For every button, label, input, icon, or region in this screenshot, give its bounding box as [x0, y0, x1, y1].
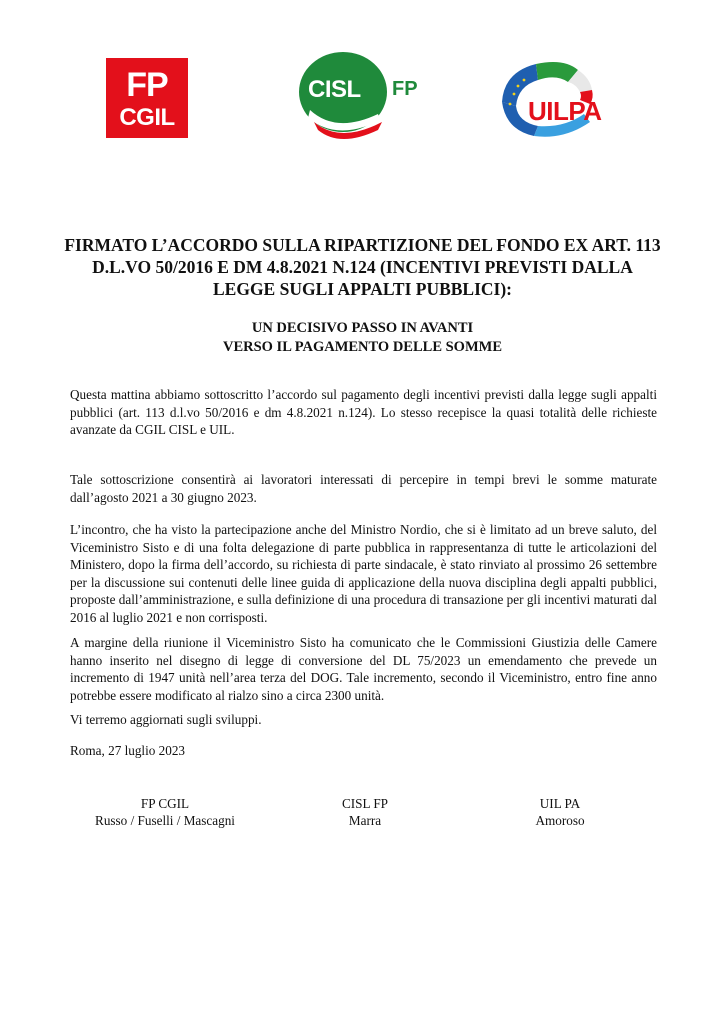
paragraph-4: A margine della riunione il Viceministro Sisto ha comunicato che le Commissioni Giustizia delle Camere hanno inserito nel disegno di legge di conversione del DL 75/2023 un emendamento che prevede un incremento di 1947 unità nell’area terza del DOG. Tale incremento, secondo il Viceministro, entro fine anno potrebbe essere modificato al rialzo sino a circa 2300 unità.: [70, 635, 657, 703]
fp-cgil-logo-line1: FP: [126, 66, 168, 104]
paragraph-3: L’incontro, che ha visto la partecipazione anche del Ministro Nordio, che si è limitato ad un breve saluto, del Viceministro Sisto e di una folta delegazione di parte pubblica in rappresentanza di tutte le articolazioni del Ministero, dopo la firma dell’accordo, su richiesta di parte sindacale, è stato rinviato al prossimo 26 settembre per la discussione sui contenuti delle linee guida di applicazione della nuova disciplina degli appalti pubblici, proposte dall’amministrazione, e sulla definizione di una procedura di transazione per gli incentivi maturati dal 2016 al luglio 2021 e non corrisposti.: [70, 522, 657, 625]
signature-org: FP CGIL: [140, 796, 190, 811]
signature-fp-cgil: [70, 795, 260, 829]
subtitle-line-1: UN DECISIVO PASSO IN AVANTI: [251, 320, 474, 336]
cisl-fp-logo: [296, 48, 436, 140]
cisl-fp-logo-suffix: FP: [392, 78, 418, 100]
signature-names: Amoroso: [535, 813, 585, 828]
paragraph-2: Tale sottoscrizione consentirà ai lavoratori interessati di percepire in tempi brevi le somme maturate dall’agosto 2021 a 30 giugno 2023.: [70, 472, 657, 505]
cisl-fp-logo-main: CISL: [308, 76, 361, 103]
fp-cgil-logo: [106, 58, 188, 138]
paragraph-1: Questa mattina abbiamo sottoscritto l’accordo sul pagamento degli incentivi previsti dalla legge sugli appalti pubblici (art. 113 d.l.vo 50/2016 e dm 4.8.2021 n.124). Lo stesso recepisce la quasi totalità delle richieste avanzate da CGIL CISL e UIL.: [70, 387, 657, 438]
document-title: FIRMATO L’ACCORDO SULLA RIPARTIZIONE DEL FONDO EX ART. 113 D.L.VO 50/2016 E DM 4.8.2021 N.124 (INCENTIVI PREVISTI DALLA LEGGE SUGLI APPALTI PUBBLICI):: [64, 235, 661, 299]
uilpa-logo: [494, 52, 624, 142]
signature-names: Russo / Fuselli / Mascagni: [95, 813, 235, 828]
signature-uil-pa: [480, 795, 640, 829]
signature-org: UIL PA: [539, 796, 581, 811]
signature-names: Marra: [348, 813, 382, 828]
document-date: Roma, 27 luglio 2023: [70, 743, 186, 758]
signature-org: CISL FP: [341, 796, 389, 811]
fp-cgil-logo-line2: CGIL: [119, 104, 175, 131]
signature-cisl-fp: [290, 795, 440, 829]
subtitle-line-2: VERSO IL PAGAMENTO DELLE SOMME: [222, 339, 503, 355]
paragraph-5: Vi terremo aggiornati sugli sviluppi.: [70, 712, 262, 727]
uilpa-logo-text: UILPA: [528, 96, 602, 126]
logos-row: [0, 48, 725, 148]
document-subtitle: [60, 319, 665, 357]
